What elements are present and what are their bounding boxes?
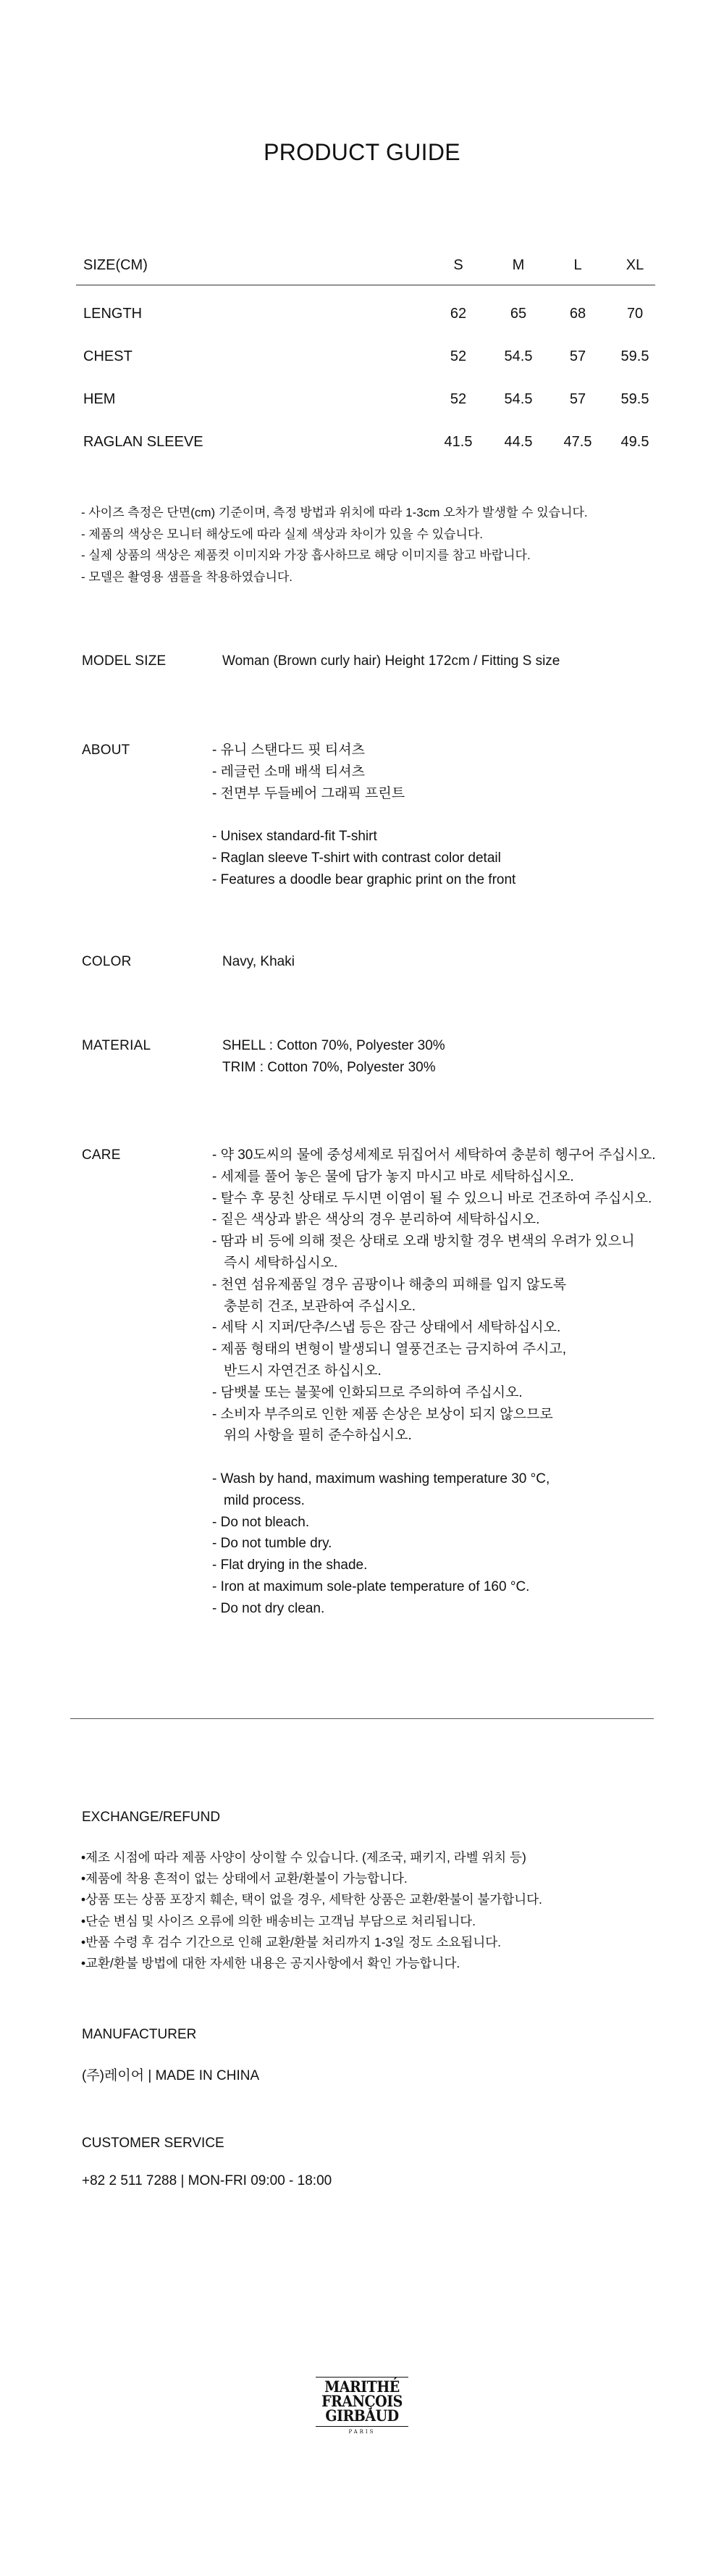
about-list: [212, 740, 515, 891]
material-label: MATERIAL: [82, 1038, 151, 1053]
size-table: [76, 250, 655, 467]
logo-line: MARITHÉ: [324, 2378, 400, 2396]
list-item: •상품 또는 상품 포장지 훼손, 택이 없을 경우, 세탁한 상품은 교환/환불이 불가합니다.: [81, 1892, 542, 1907]
color-value: [222, 951, 295, 973]
logo-subtitle: PARIS: [348, 2429, 376, 2435]
logo-line: FRANÇOIS: [321, 2392, 403, 2411]
cell-value: 62: [450, 306, 467, 322]
note-line: - 제품의 색상은 모니터 해상도에 따라 실제 색상과 차이가 있을 수 있습니다.: [81, 527, 483, 541]
model-size-label: MODEL SIZE: [82, 653, 167, 669]
cell-value: 59.5: [620, 348, 649, 364]
row-label: CHEST: [83, 348, 132, 364]
size-header-label: SIZE(CM): [83, 257, 148, 273]
exchange-refund-list: [81, 1847, 542, 1974]
size-header-l: L: [573, 257, 582, 273]
cell-value: 68: [569, 306, 586, 322]
list-item: •제조 시점에 따라 제품 사양이 상이할 수 있습니다. (제조국, 패키지, 라벨 위치 등): [81, 1850, 526, 1865]
list-item: •제품에 착용 흔적이 없는 상태에서 교환/환불이 가능합니다.: [81, 1871, 408, 1886]
manufacturer-value: (주)레이어 | MADE IN CHINA: [82, 2068, 260, 2083]
brand-logo: [311, 2377, 413, 2443]
cell-value: 41.5: [444, 434, 473, 450]
cell-value: 54.5: [504, 348, 533, 364]
color-text: Navy, Khaki: [222, 954, 295, 969]
cell-value: 52: [450, 348, 467, 364]
cell-value: 47.5: [563, 434, 592, 450]
list-item: - Do not dry clean.: [212, 1600, 325, 1616]
list-item: - Do not tumble dry.: [212, 1536, 332, 1552]
cell-value: 57: [569, 348, 586, 364]
table-row: [76, 296, 655, 338]
row-label: RAGLAN SLEEVE: [83, 434, 203, 450]
logo-line: GIRBAUD: [325, 2406, 399, 2425]
note-line: - 실제 상품의 색상은 제품컷 이미지와 가장 흡사하므로 해당 이미지를 참고 바랍니다.: [81, 548, 531, 562]
section-divider: [70, 1718, 654, 1719]
list-item: - 제품 형태의 변형이 발생되니 열풍건조는 금지하여 주시고,: [212, 1342, 567, 1358]
list-item: mild process.: [224, 1492, 305, 1508]
material-line: SHELL : Cotton 70%, Polyester 30%: [222, 1038, 445, 1053]
list-item: - 약 30도씨의 물에 중성세제로 뒤집어서 세탁하여 충분히 헹구어 주십시오.: [212, 1147, 656, 1163]
list-item: - Do not bleach.: [212, 1514, 310, 1530]
list-item: - Unisex standard-fit T-shirt: [212, 829, 377, 845]
customer-service-value: +82 2 511 7288 | MON-FRI 09:00 - 18:00: [82, 2173, 332, 2188]
about-label: ABOUT: [82, 743, 130, 758]
model-size-value: [222, 651, 560, 672]
measurement-notes: [81, 502, 588, 587]
cell-value: 44.5: [504, 434, 533, 450]
table-row: [76, 381, 655, 424]
table-row: [76, 338, 655, 381]
cell-value: 59.5: [620, 391, 649, 407]
color-label: COLOR: [82, 954, 132, 969]
list-item: •반품 수령 후 검수 기간으로 인해 교환/환불 처리까지 1-3일 정도 소요됩니다.: [81, 1934, 502, 1949]
list-item: - Features a doodle bear graphic print on the front: [212, 871, 516, 887]
cell-value: 70: [626, 306, 644, 322]
note-line: - 사이즈 측정은 단면(cm) 기준이며, 측정 방법과 위치에 따라 1-3cm 오차가 발생할 수 있습니다.: [81, 506, 588, 519]
list-item: - 유니 스탠다드 핏 티셔츠: [212, 743, 365, 758]
page-title: PRODUCT GUIDE: [264, 139, 460, 165]
list-item: •단순 변심 및 사이즈 오류에 의한 배송비는 고객님 부담으로 처리됩니다.: [81, 1913, 476, 1928]
exchange-refund-label: EXCHANGE/REFUND: [82, 1810, 221, 1825]
list-item: •교환/환불 방법에 대한 자세한 내용은 공지사항에서 확인 가능합니다.: [81, 1956, 460, 1971]
list-item: - Wash by hand, maximum washing temperature 30 °C,: [212, 1471, 550, 1486]
cell-value: 54.5: [504, 391, 533, 407]
list-item: - Raglan sleeve T-shirt with contrast color detail: [212, 850, 501, 866]
cell-value: 52: [450, 391, 467, 407]
logo-rule: [316, 2426, 408, 2427]
list-item: [212, 1447, 656, 1468]
list-item: - 천연 섬유제품일 경우 곰팡이나 해충의 피해를 입지 않도록: [212, 1276, 567, 1292]
row-label: HEM: [83, 391, 116, 407]
list-item: 반드시 자연건조 하십시오.: [224, 1363, 382, 1379]
material-line: TRIM : Cotton 70%, Polyester 30%: [222, 1059, 436, 1075]
note-line: - 모델은 촬영용 샘플을 착용하였습니다.: [81, 569, 293, 584]
cell-value: 57: [569, 391, 586, 407]
list-item: 위의 사항을 필히 준수하십시오.: [224, 1428, 412, 1444]
care-list: [212, 1145, 656, 1620]
list-item: [212, 804, 515, 826]
size-header-xl: XL: [626, 257, 644, 273]
size-header-m: M: [512, 257, 525, 273]
list-item: - 전면부 두들베어 그래픽 프린트: [212, 785, 405, 801]
list-item: - 탈수 후 뭉친 상태로 두시면 이염이 될 수 있으니 바로 건조하여 주십시오.: [212, 1190, 652, 1206]
list-item: - 레글런 소매 배색 티셔츠: [212, 764, 365, 779]
list-item: 충분히 건조, 보관하여 주십시오.: [224, 1298, 416, 1314]
care-label: CARE: [82, 1147, 121, 1163]
cell-value: 49.5: [620, 434, 649, 450]
list-item: - 세탁 시 지퍼/단추/스냅 등은 잠근 상태에서 세탁하십시오.: [212, 1320, 561, 1336]
model-size-text: Woman (Brown curly hair) Height 172cm / Fitting S size: [222, 653, 560, 669]
list-item: - Flat drying in the shade.: [212, 1557, 368, 1573]
list-item: - 짙은 색상과 밝은 색상의 경우 분리하여 세탁하십시오.: [212, 1212, 540, 1228]
size-header-s: S: [453, 257, 463, 273]
list-item: - Iron at maximum sole-plate temperature of 160 °C.: [212, 1578, 530, 1594]
customer-service-label: CUSTOMER SERVICE: [82, 2136, 224, 2151]
row-label: LENGTH: [83, 306, 143, 322]
list-item: - 담뱃불 또는 불꽃에 인화되므로 주의하여 주십시오.: [212, 1384, 523, 1400]
size-table-header: [76, 250, 655, 285]
material-value: [222, 1035, 445, 1078]
manufacturer-label: MANUFACTURER: [82, 2027, 197, 2042]
list-item: - 땀과 비 등에 의해 젖은 상태로 오래 방치할 경우 변색의 우려가 있으니: [212, 1234, 635, 1250]
list-item: - 세제를 풀어 놓은 물에 담가 놓지 마시고 바로 세탁하십시오.: [212, 1168, 574, 1184]
list-item: 즉시 세탁하십시오.: [224, 1255, 338, 1271]
list-item: - 소비자 부주의로 인한 제품 손상은 보상이 되지 않으므로: [212, 1406, 553, 1422]
cell-value: 65: [510, 306, 527, 322]
table-row: [76, 424, 655, 467]
